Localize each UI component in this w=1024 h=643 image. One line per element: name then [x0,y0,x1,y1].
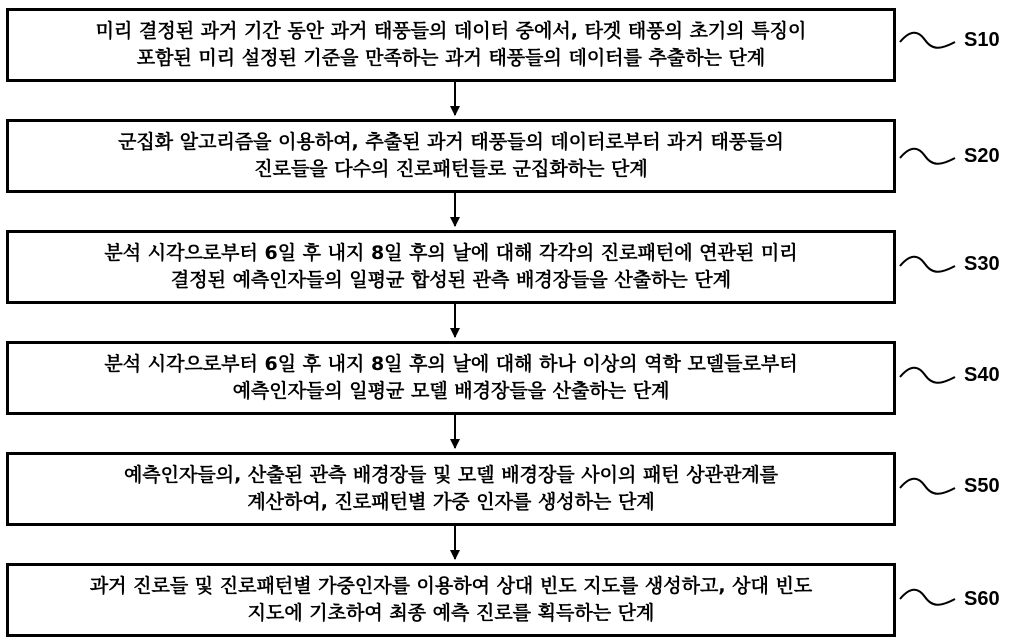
step-s10-line-2: 포함된 미리 설정된 기준을 만족하는 과거 태풍들의 데이터를 추출하는 단계 [136,47,766,69]
leader-s60 [900,590,955,605]
leader-s30 [900,257,955,272]
step-label-s10: S10 [964,29,1000,51]
step-label-s50: S50 [964,475,1000,497]
step-s10-line-1: 미리 결정된 과거 기간 동안 과거 태풍들의 데이터 중에서, 타겟 태풍의 초기의 특징이 [95,20,807,42]
step-s40-line-2: 예측인자들의 일평균 모델 배경장들을 산출하는 단계 [232,380,670,402]
leader-s40 [900,368,955,383]
step-s20-line-1: 군집화 알고리즘을 이용하여, 추출된 과거 태풍들의 데이터로부터 과거 태풍들의 [118,131,784,153]
step-label-s40: S40 [964,364,1000,386]
step-box-s40 [6,341,896,415]
step-box-s50 [6,452,896,526]
step-s30-line-1: 분석 시각으로부터 6일 후 내지 8일 후의 날에 대해 각각의 진로패턴에 연관된 미리 [104,242,798,264]
leader-s10 [900,33,955,48]
label-leaders [900,33,955,605]
step-s20-line-2: 진로들을 다수의 진로패턴들로 군집화하는 단계 [254,158,648,180]
step-box-s60 [6,563,896,637]
step-box-s10 [6,8,896,82]
step-s50-line-2: 계산하여, 진로패턴별 가중 인자를 생성하는 단계 [247,491,655,513]
step-s30-line-2: 결정된 예측인자들의 일평균 합성된 관측 배경장들을 산출하는 단계 [170,269,732,291]
step-box-s30 [6,230,896,304]
step-s60-line-2: 지도에 기초하여 최종 예측 진로를 획득하는 단계 [247,602,655,624]
leader-s50 [900,479,955,494]
step-label-s30: S30 [964,253,1000,275]
step-s60-line-1: 과거 진로들 및 진로패턴별 가중인자를 이용하여 상대 빈도 지도를 생성하고, 상대 빈도 [89,575,813,597]
leader-s20 [900,149,955,164]
step-s40-line-1: 분석 시각으로부터 6일 후 내지 8일 후의 날에 대해 하나 이상의 역학 모델들로부터 [104,353,798,375]
step-s50-line-1: 예측인자들의, 산출된 관측 배경장들 및 모델 배경장들 사이의 패턴 상관관계를 [123,464,779,486]
step-label-s60: S60 [964,588,1000,610]
step-box-s20 [6,119,896,193]
step-label-s20: S20 [964,145,1000,167]
